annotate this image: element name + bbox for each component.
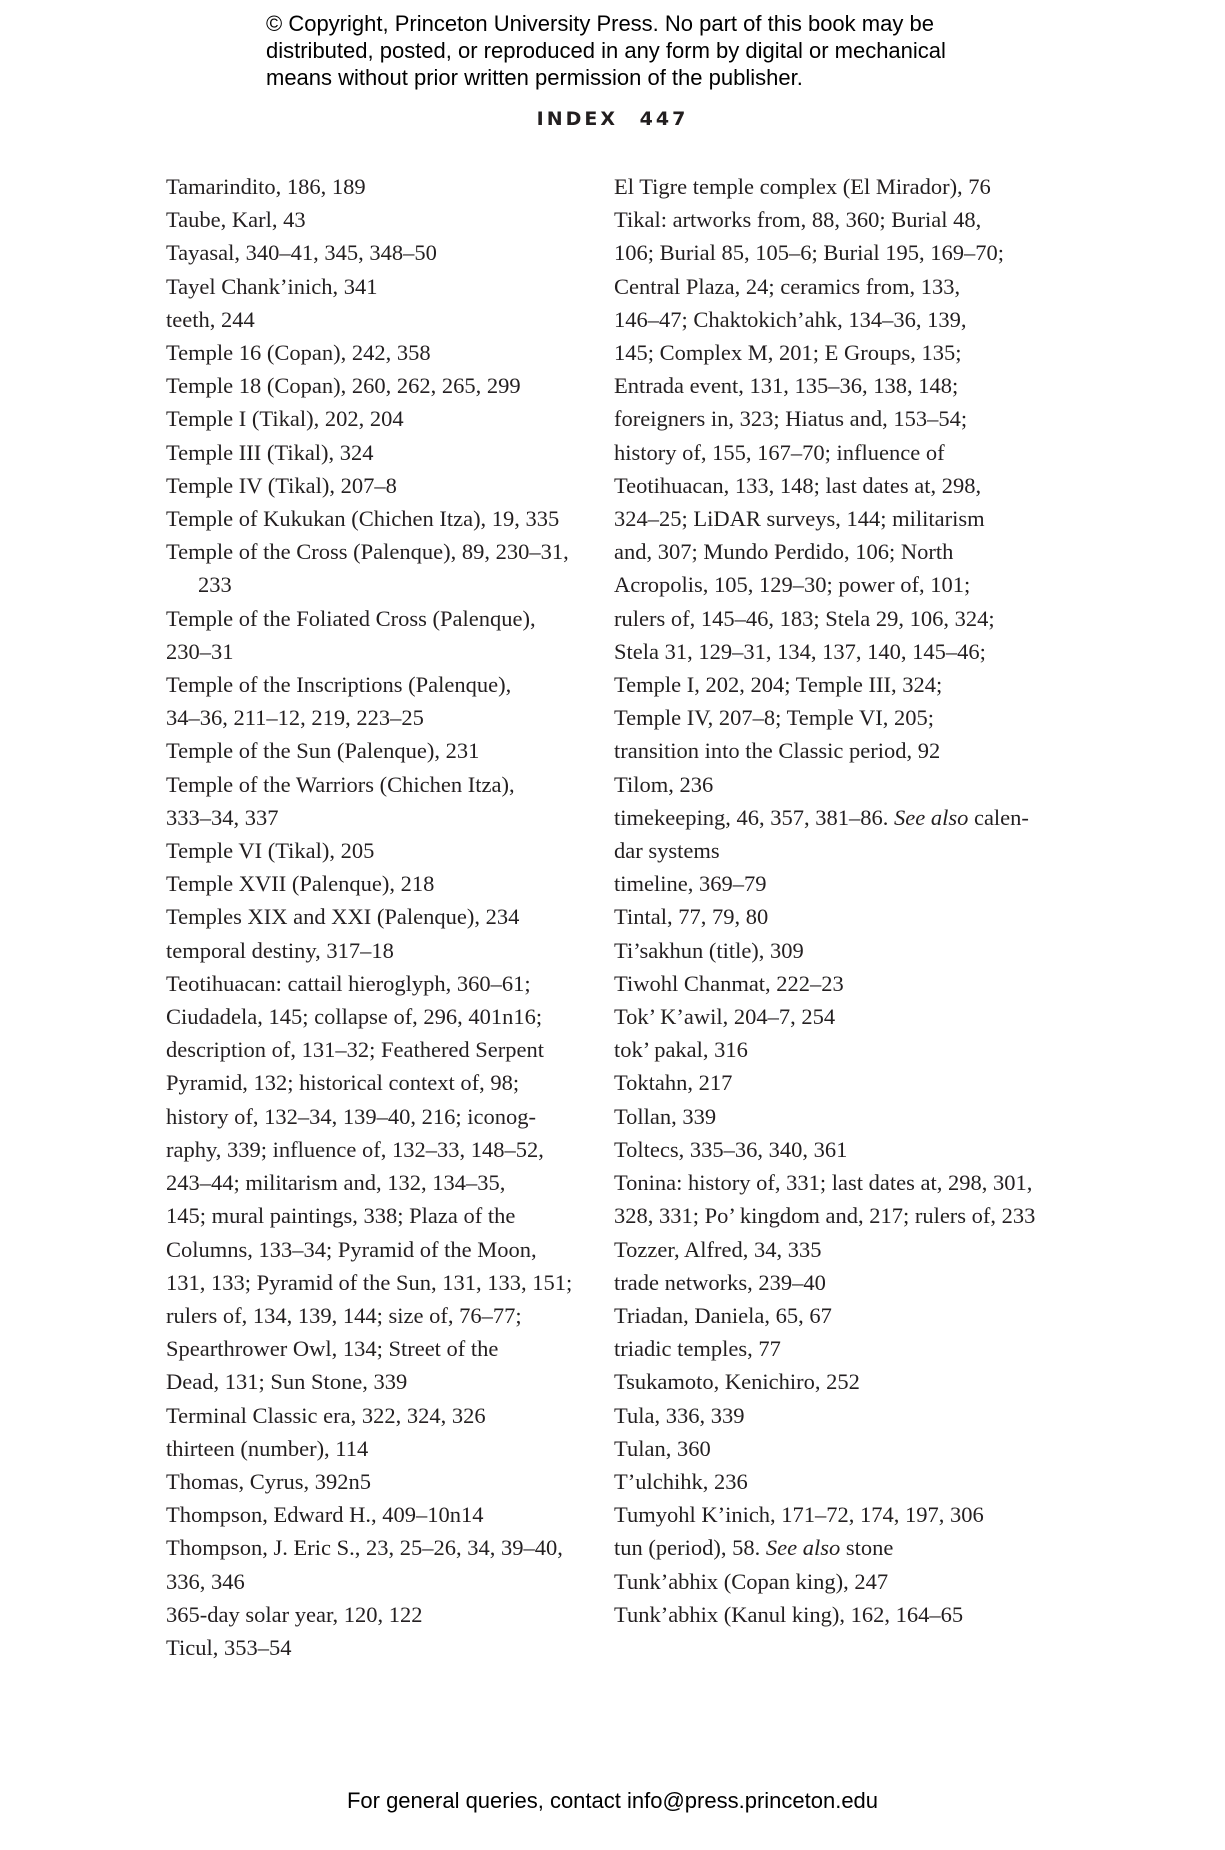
- index-entry: [166, 900, 606, 933]
- index-entry-line: Temple of the Cross (Palenque), 89, 230–31, 233: [166, 539, 569, 598]
- index-entry: [614, 1598, 1054, 1631]
- index-entry-line: 145; Complex M, 201; E Groups, 135;: [614, 340, 962, 366]
- index-entry-line: foreigners in, 323; Hiatus and, 153–54;: [614, 406, 968, 432]
- index-entry-line: temporal destiny, 317–18: [166, 937, 394, 963]
- index-entry: [166, 502, 606, 535]
- index-entry-line: thirteen (number), 114: [166, 1435, 369, 1461]
- index-entry: [166, 734, 606, 767]
- index-entry-line: Tulan, 360: [614, 1435, 711, 1461]
- index-entry: [166, 1531, 606, 1597]
- index-entry-line: Temple I, 202, 204; Temple III, 324;: [614, 672, 943, 698]
- see-also-text: See also: [893, 804, 969, 830]
- index-entry: [614, 1465, 1054, 1498]
- index-entry: [166, 1498, 606, 1531]
- index-entry-line: Tula, 336, 339: [614, 1402, 745, 1428]
- index-entry: [166, 170, 606, 203]
- index-entry-line: Tozzer, Alfred, 34, 335: [614, 1236, 822, 1262]
- index-entry: [166, 668, 606, 734]
- index-entry: [614, 1166, 1054, 1232]
- index-entry-line: Temple of the Inscriptions (Palenque),: [166, 672, 512, 698]
- index-entry-line: Temples XIX and XXI (Palenque), 234: [166, 904, 520, 930]
- copyright-notice: [266, 10, 1026, 91]
- index-entry-line: 243–44; militarism and, 132, 134–35,: [166, 1170, 506, 1196]
- index-entry: [166, 203, 606, 236]
- index-entry-line: 34–36, 211–12, 219, 223–25: [166, 705, 424, 731]
- index-entry-line: history of, 155, 167–70; influence of: [614, 439, 945, 465]
- index-entry: [166, 834, 606, 867]
- index-entry-line: 230–31: [166, 638, 234, 664]
- index-entry-line: teeth, 244: [166, 306, 255, 332]
- index-entry-line: Entrada event, 131, 135–36, 138, 148;: [614, 373, 959, 399]
- index-entry-line: and, 307; Mundo Perdido, 106; North: [614, 539, 954, 565]
- index-entry-line: 333–34, 337: [166, 804, 279, 830]
- index-entry-line: Ticul, 353–54: [166, 1634, 292, 1660]
- index-entry: [166, 303, 606, 336]
- index-entry: [166, 1465, 606, 1498]
- index-entry: [614, 1332, 1054, 1365]
- index-entry-line: Tamarindito, 186, 189: [166, 174, 366, 199]
- index-entry: [614, 170, 1054, 203]
- index-entry: [614, 1565, 1054, 1598]
- index-entry-line: Temple of the Sun (Palenque), 231: [166, 738, 480, 764]
- index-entry-line: Dead, 131; Sun Stone, 339: [166, 1369, 408, 1395]
- index-entry: [166, 1598, 606, 1631]
- index-entry-line: Temple of Kukukan (Chichen Itza), 19, 335: [166, 506, 560, 532]
- index-entry: [614, 1133, 1054, 1166]
- index-column-left: [166, 170, 606, 1664]
- index-entry: [166, 867, 606, 900]
- see-also-text: See also: [765, 1535, 841, 1561]
- index-entry-line: Columns, 133–34; Pyramid of the Moon,: [166, 1236, 537, 1262]
- index-entry: [614, 1233, 1054, 1266]
- running-head-label: INDEX: [536, 108, 619, 130]
- index-column-right: [614, 170, 1054, 1631]
- index-entry-line: trade networks, 239–40: [614, 1269, 826, 1295]
- index-entry-line: Thomas, Cyrus, 392n5: [166, 1468, 371, 1494]
- index-entry-line: Temple of the Warriors (Chichen Itza),: [166, 771, 515, 797]
- index-entry-line: transition into the Classic period, 92: [614, 738, 941, 764]
- footer-contact: For general queries, contact info@press.princeton.edu: [346, 1788, 879, 1813]
- index-entry: [614, 1100, 1054, 1133]
- index-entry-line: Terminal Classic era, 322, 324, 326: [166, 1402, 486, 1428]
- index-entry: [166, 602, 606, 668]
- index-entry-line: Teotihuacan, 133, 148; last dates at, 298,: [614, 472, 982, 498]
- index-entry: [614, 1432, 1054, 1465]
- index-entry-line: tun (period), 58. See also stone: [614, 1535, 894, 1561]
- index-entry-line: Teotihuacan: cattail hieroglyph, 360–61;: [166, 970, 531, 996]
- index-entry-line: dar systems: [614, 838, 720, 864]
- copyright-line: distributed, posted, or reproduced in any form by digital or mechanical: [266, 38, 946, 63]
- index-entry-line: Tilom, 236: [614, 771, 714, 797]
- index-entry-line: Toktahn, 217: [614, 1070, 733, 1096]
- index-entry-line: 131, 133; Pyramid of the Sun, 131, 133, 151;: [166, 1269, 573, 1295]
- index-entry: [614, 900, 1054, 933]
- index-entry-line: Tunk’abhix (Kanul king), 162, 164–65: [614, 1601, 964, 1627]
- index-entry-line: Temple XVII (Palenque), 218: [166, 871, 435, 897]
- index-entry-line: raphy, 339; influence of, 132–33, 148–52,: [166, 1136, 544, 1162]
- index-entry: [166, 967, 606, 1399]
- index-entry-line: Temple I (Tikal), 202, 204: [166, 406, 404, 432]
- index-entry-line: Tonina: history of, 331; last dates at, 298, 301,: [614, 1170, 1033, 1196]
- index-entry: [614, 1531, 1054, 1564]
- index-entry-line: 324–25; LiDAR surveys, 144; militarism: [614, 506, 985, 532]
- index-entry: [614, 203, 1054, 767]
- index-entry-line: Pyramid, 132; historical context of, 98;: [166, 1070, 520, 1096]
- index-entry-line: Temple IV, 207–8; Temple VI, 205;: [614, 705, 934, 731]
- index-entry: [614, 934, 1054, 967]
- index-entry: [614, 768, 1054, 801]
- index-entry: [166, 270, 606, 303]
- index-entry: [166, 402, 606, 435]
- index-entry-line: Ti’sakhun (title), 309: [614, 937, 804, 963]
- index-entry: [614, 867, 1054, 900]
- index-entry-line: Tsukamoto, Kenichiro, 252: [614, 1369, 860, 1395]
- copyright-line: means without prior written permission of the publisher.: [266, 65, 803, 90]
- index-entry: [166, 535, 606, 601]
- index-entry: [614, 1066, 1054, 1099]
- index-entry-line: Tayel Chank’inich, 341: [166, 273, 378, 299]
- index-entry: [614, 1399, 1054, 1432]
- index-entry-line: Temple III (Tikal), 324: [166, 439, 374, 465]
- index-entry-line: Taube, Karl, 43: [166, 207, 306, 233]
- index-entry-line: Tunk’abhix (Copan king), 247: [614, 1568, 889, 1594]
- index-entry: [614, 1033, 1054, 1066]
- index-entry-line: rulers of, 134, 139, 144; size of, 76–77;: [166, 1302, 522, 1328]
- copyright-line: © Copyright, Princeton University Press. No part of this book may be: [266, 11, 934, 36]
- index-entry-line: tok’ pakal, 316: [614, 1037, 748, 1063]
- index-entry-line: Tikal: artworks from, 88, 360; Burial 48,: [614, 207, 982, 233]
- index-entry-line: Thompson, J. Eric S., 23, 25–26, 34, 39–40,: [166, 1535, 563, 1561]
- index-entry: [614, 801, 1054, 867]
- index-entry-line: Tok’ K’awil, 204–7, 254: [614, 1004, 836, 1030]
- index-entry-line: 328, 331; Po’ kingdom and, 217; rulers of, 233: [614, 1203, 1036, 1229]
- index-entry: [614, 1365, 1054, 1398]
- index-entry: [166, 1432, 606, 1465]
- index-entry: [166, 768, 606, 834]
- index-entry-line: Tollan, 339: [614, 1103, 717, 1129]
- index-entry-line: 146–47; Chaktokich’ahk, 134–36, 139,: [614, 306, 967, 332]
- index-entry-line: 145; mural paintings, 338; Plaza of the: [166, 1203, 516, 1229]
- running-head: [0, 108, 1225, 130]
- index-entry: [166, 436, 606, 469]
- index-entry-line: T’ulchihk, 236: [614, 1468, 748, 1494]
- index-entry-line: Tayasal, 340–41, 345, 348–50: [166, 240, 437, 266]
- index-entry-line: Central Plaza, 24; ceramics from, 133,: [614, 273, 961, 299]
- index-entry-line: timeline, 369–79: [614, 871, 767, 897]
- index-entry-line: Temple IV (Tikal), 207–8: [166, 472, 397, 498]
- index-entry-line: Tintal, 77, 79, 80: [614, 904, 769, 930]
- index-entry-line: Toltecs, 335–36, 340, 361: [614, 1136, 848, 1162]
- page-number: 447: [639, 108, 689, 130]
- index-entry-line: 336, 346: [166, 1568, 245, 1594]
- index-entry-line: Temple of the Foliated Cross (Palenque),: [166, 605, 536, 631]
- index-entry: [166, 1631, 606, 1664]
- index-entry-line: 365-day solar year, 120, 122: [166, 1601, 423, 1627]
- index-entry-line: Tiwohl Chanmat, 222–23: [614, 970, 844, 996]
- index-entry: [614, 967, 1054, 1000]
- index-entry-line: Stela 31, 129–31, 134, 137, 140, 145–46;: [614, 638, 986, 664]
- index-entry-line: Spearthrower Owl, 134; Street of the: [166, 1336, 499, 1362]
- index-entry-line: Temple 18 (Copan), 260, 262, 265, 299: [166, 373, 521, 399]
- index-entry-line: 106; Burial 85, 105–6; Burial 195, 169–70;: [614, 240, 1004, 266]
- index-entry: [614, 1498, 1054, 1531]
- index-entry: [166, 369, 606, 402]
- index-entry: [166, 934, 606, 967]
- index-entry-line: triadic temples, 77: [614, 1336, 781, 1362]
- index-entry-line: history of, 132–34, 139–40, 216; iconog-: [166, 1103, 536, 1129]
- index-entry: [614, 1299, 1054, 1332]
- index-entry-line: Triadan, Daniela, 65, 67: [614, 1302, 832, 1328]
- index-entry-line: Thompson, Edward H., 409–10n14: [166, 1502, 484, 1528]
- index-entry: [614, 1266, 1054, 1299]
- index-entry: [166, 469, 606, 502]
- index-entry-line: timekeeping, 46, 357, 381–86. See also calen-: [614, 804, 1029, 830]
- index-entry-line: El Tigre temple complex (El Mirador), 76: [614, 174, 991, 199]
- index-entry: [166, 336, 606, 369]
- index-entry-line: Ciudadela, 145; collapse of, 296, 401n16;: [166, 1004, 543, 1030]
- index-entry: [614, 1000, 1054, 1033]
- index-entry: [166, 1399, 606, 1432]
- index-entry-line: Temple VI (Tikal), 205: [166, 838, 375, 864]
- index-entry-line: description of, 131–32; Feathered Serpent: [166, 1037, 545, 1063]
- index-entry-line: Temple 16 (Copan), 242, 358: [166, 340, 431, 366]
- index-entry-line: Acropolis, 105, 129–30; power of, 101;: [614, 572, 971, 598]
- index-entry-line: rulers of, 145–46, 183; Stela 29, 106, 324;: [614, 605, 995, 631]
- index-entry-line: Tumyohl K’inich, 171–72, 174, 197, 306: [614, 1502, 984, 1528]
- index-entry: [166, 236, 606, 269]
